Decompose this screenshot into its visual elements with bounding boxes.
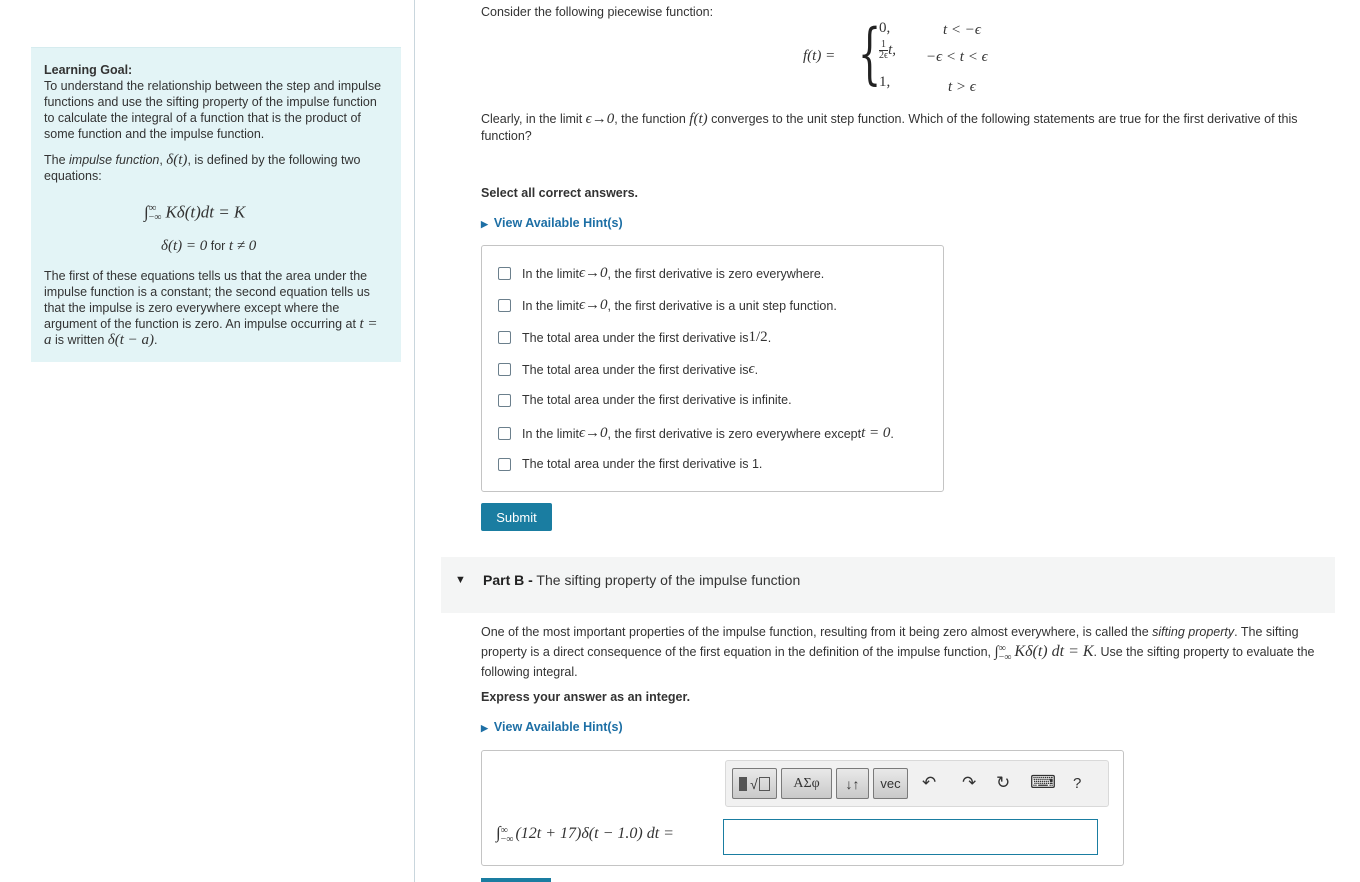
answer-input[interactable]	[723, 819, 1098, 855]
option-5[interactable]: The total area under the first derivative is infinite.	[498, 393, 792, 407]
piecewise-lhs: f(t) =	[803, 48, 836, 64]
part-a-question: Clearly, in the limit ϵ→0, the function f(t) converges to the unit step function. Which of the following statements are true for the first derivative of this function?	[481, 111, 1298, 143]
select-all-instruction: Select all correct answers.	[481, 186, 639, 200]
collapse-triangle-icon[interactable]: ▼	[455, 574, 466, 586]
option-2[interactable]: In the limit ϵ→0 , the first derivative is a unit step function.	[498, 297, 837, 314]
option-checkbox[interactable]	[498, 394, 511, 407]
undo-icon[interactable]: ↶	[922, 773, 937, 792]
part-a-intro: Consider the following piecewise function:	[481, 5, 714, 19]
redo-icon[interactable]: ↷	[962, 773, 977, 792]
submit-button-b[interactable]	[481, 878, 551, 882]
option-checkbox[interactable]	[498, 267, 511, 280]
keyboard-icon[interactable]: ⌨	[1030, 772, 1056, 792]
expand-triangle-icon: ▶	[481, 723, 488, 733]
option-3[interactable]: The total area under the first derivative is 1/2 .	[498, 329, 771, 346]
submit-button[interactable]: Submit	[481, 503, 552, 531]
view-hints-link-b[interactable]: ▶ View Available Hint(s)	[481, 720, 623, 734]
learning-goal-text: To understand the relationship between the step and impulse functions and use the sifting property of the impulse function to calculate the integral of a function that is the product of some function and the impulse function.	[44, 79, 382, 141]
option-checkbox[interactable]	[498, 299, 511, 312]
piecewise-function: f(t) = { 0, t < −ϵ $\frac{1}{2\epsilon}$ t, −ϵ < t < ϵ 1, t > ϵ	[803, 15, 988, 95]
impulse-equation-2: δ(t) = 0 for t ≠ 0	[161, 238, 257, 254]
learning-goal-heading: Learning Goal:	[44, 63, 133, 77]
part-b-text: One of the most important properties of the impulse function, resulting from it being zero almost everywhere, is called the sifting property. The sifting property is a direct consequence of the first equation in the definition of the impulse function, ∫ ∞ −∞ Kδ(t) dt = K. Use the sifting property to evaluate the following integral.	[481, 625, 1315, 679]
option-1[interactable]: In the limit ϵ→0 , the first derivative is zero everywhere.	[498, 265, 824, 282]
help-icon[interactable]: ?	[1073, 775, 1082, 792]
part-b-title: Part B - The sifting property of the impulse function	[483, 572, 801, 588]
part-b-header[interactable]	[441, 557, 1335, 613]
answer-options	[481, 245, 944, 492]
option-checkbox[interactable]	[498, 458, 511, 471]
greek-symbols-button[interactable]: ΑΣφ	[781, 768, 832, 799]
integral-expression: ∫ ∞ −∞ (12t + 17)δ(t − 1.0) dt =	[496, 823, 674, 845]
math-toolbar	[725, 760, 1109, 807]
templates-button[interactable]	[732, 768, 777, 799]
option-checkbox[interactable]	[498, 363, 511, 376]
impulse-explanation: The first of these equations tells us that the area under the impulse function is a constant; the second equation tells us that the impulse is zero everywhere except where the argument of the function is zero. An impulse occurring at t = a is written δ(t − a).	[44, 269, 378, 348]
impulse-equation-1: ∫ ∞ −∞ Kδ(t)dt = K	[144, 202, 246, 223]
radical-icon: √	[750, 775, 758, 792]
option-6[interactable]: In the limit ϵ→0 , the first derivative is zero everywhere except t = 0 .	[498, 425, 894, 442]
impulse-definition: The impulse function, δ(t), is defined by the following two equations:	[44, 152, 361, 183]
learning-goal-panel	[31, 47, 401, 362]
option-4[interactable]: The total area under the first derivative is ϵ .	[498, 361, 758, 378]
option-checkbox[interactable]	[498, 331, 511, 344]
option-checkbox[interactable]	[498, 427, 511, 440]
option-7[interactable]: The total area under the first derivative is 1.	[498, 457, 762, 471]
piecewise-brace: {	[858, 15, 882, 92]
piecewise-row-2-value: $\frac{1}{2\epsilon}$ t,	[879, 39, 896, 61]
answer-format-instruction: Express your answer as an integer.	[481, 690, 691, 704]
reset-icon[interactable]: ↻	[996, 773, 1011, 792]
expand-triangle-icon: ▶	[481, 219, 488, 229]
arrows-button[interactable]: ↓↑	[836, 768, 869, 799]
vector-button[interactable]: vec	[873, 768, 908, 799]
column-divider	[414, 0, 415, 882]
view-hints-link-a[interactable]: ▶ View Available Hint(s)	[481, 216, 623, 230]
answer-area	[481, 750, 1124, 866]
